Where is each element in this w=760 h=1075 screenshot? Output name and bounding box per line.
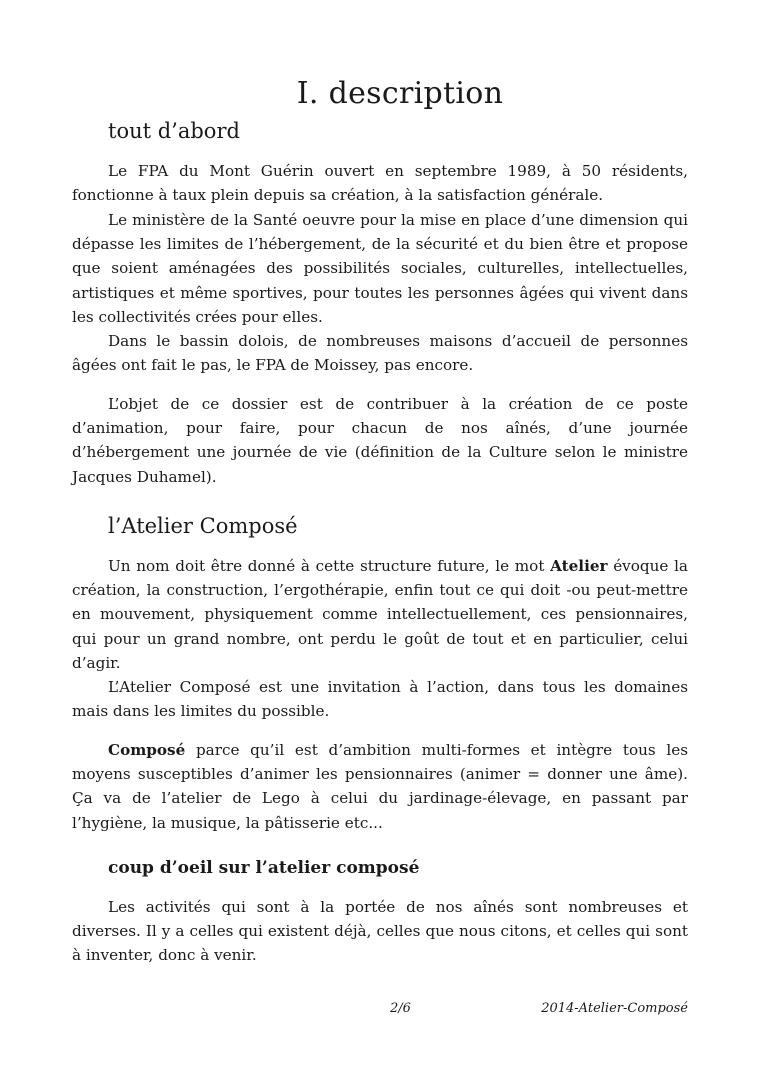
paragraph: Dans le bassin dolois, de nombreuses maisons d’accueil de personnes âgées ont fait le pas, le FPA de Moissey, pas encore.: [72, 332, 688, 375]
paragraph-text: parce qu’il est d’ambition multi-formes et intègre tous les moyens susceptibles d’animer les pensionnaires (animer = donner une âme). Ça va de l’atelier de Lego à celui du jardinage-élevage, en passant par l’hygiène, la musique, la pâtisserie etc...: [72, 741, 688, 832]
paragraph: [72, 738, 688, 835]
paragraph-text: évoque la création, la construction, l’ergothérapie, enfin tout ce qui doit -ou peut-mettre en mouvement, physiquement comme intellectuellement, ces pensionnaires, qui pour un grand nombre, ont perdu le goût de tout et en particulier, celui d’agir.: [72, 557, 688, 672]
paragraph: L’Atelier Composé est une invitation à l’action, dans tous les domaines mais dans les limites du possible.: [72, 678, 688, 721]
footer-document-name: 2014-Atelier-Composé: [541, 1001, 688, 1016]
paragraph-text: Un nom doit être donné à cette structure future, le mot: [108, 557, 551, 575]
paragraph: Le FPA du Mont Guérin ouvert en septembre 1989, à 50 résidents, fonctionne à taux plein depuis sa création, à la satisfaction générale.: [72, 162, 688, 205]
section-heading-atelier-compose: l’Atelier Composé: [108, 514, 298, 538]
paragraph: Les activités qui sont à la portée de nos aînés sont nombreuses et diverses. Il y a celles qui existent déjà, celles que nous citons, et celles qui sont à inventer, donc à venir.: [72, 898, 688, 965]
bold-term-atelier: Atelier: [550, 557, 608, 575]
page-title: I. description: [296, 76, 504, 111]
bold-term-compose: Composé: [108, 741, 186, 759]
section-heading-tout-dabord: tout d’abord: [108, 119, 240, 143]
paragraph: [72, 554, 688, 675]
footer-page-number: 2/6: [390, 1001, 411, 1016]
paragraph: L’objet de ce dossier est de contribuer à la création de ce poste d’animation, pour faire, pour chacun de nos aînés, d’une journée d’hébergement une journée de vie (définition de la Culture selon le ministre Jacques Duhamel).: [72, 395, 688, 486]
paragraph: Le ministère de la Santé oeuvre pour la mise en place d’une dimension qui dépasse les limites de l’hébergement, de la sécurité et du bien être et propose que soient aménagées des possibilités sociales, culturelles, intellectuelles, artistiques et même sportives, pour toutes les personnes âgées qui vivent dans les collectivités crées pour elles.: [72, 211, 688, 326]
section-heading-coup-doeil: coup d’oeil sur l’atelier composé: [108, 858, 420, 878]
